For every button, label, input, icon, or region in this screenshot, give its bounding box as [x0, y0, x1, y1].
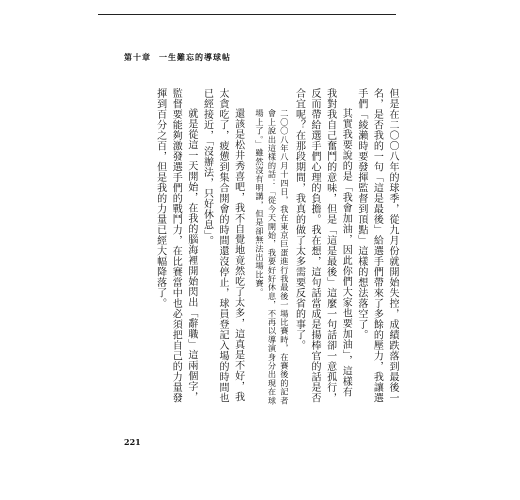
paragraph: 但是在二〇〇八年的球季，從九月份就開始失控，成績跌落到最後一名，是否我的一句「這是最後」給選手們帶來了多餘的壓力，我讓選手們「綾瀨時要發揮監督到頂點」這樣的想法落空了。 — [355, 88, 398, 403]
chapter-label: 第十章 — [124, 52, 151, 62]
page-number: 221 — [124, 437, 141, 447]
body-text — [130, 88, 400, 406]
chapter-header — [124, 52, 231, 63]
indented-quote: 二〇〇八年八月十四日，我在東京巨蛋進行我最後一場比賽時，在賽後的記者會上說出這樣的話：「從今天開始，我要好好休息，不再以導演身分出現在球場上了。」雖然沒有明講，但是卻無法出場比賽。 — [255, 108, 290, 405]
paragraph: 就是從這一天開始，在我的腦海裡開始閃出「辭職」這兩個字，監督要能夠激發選手們的戰鬥力，在比賽當中也必須把自己的力量發揮到百分之百，但是我的力量已經大幅降落了。 — [154, 88, 197, 403]
top-rule — [98, 14, 396, 15]
paragraph: 其實我要說的是「我會加油，因此你們大家也要加油」，這樣有我對我自己奮鬥的意味，但是「這是最後」這麼一句話卻一意孤行，反而帶給選手們心理的負擔。我在想，這句話當成是揚棒官的話是否合宜呢？在那段期間，我真的做了太多需要反省的事了。 — [293, 88, 352, 403]
paragraph: 還該是松井秀喜吧，我不自覺地竟然吃了太多，這真是不好，我太貪吃了，疲憊到集合開會的時間還沒停止，球員登記入場的時間也已經接近，「沒辦法，只好休息」。 — [201, 88, 244, 403]
chapter-title: 一生難忘的導球帖 — [159, 52, 231, 62]
